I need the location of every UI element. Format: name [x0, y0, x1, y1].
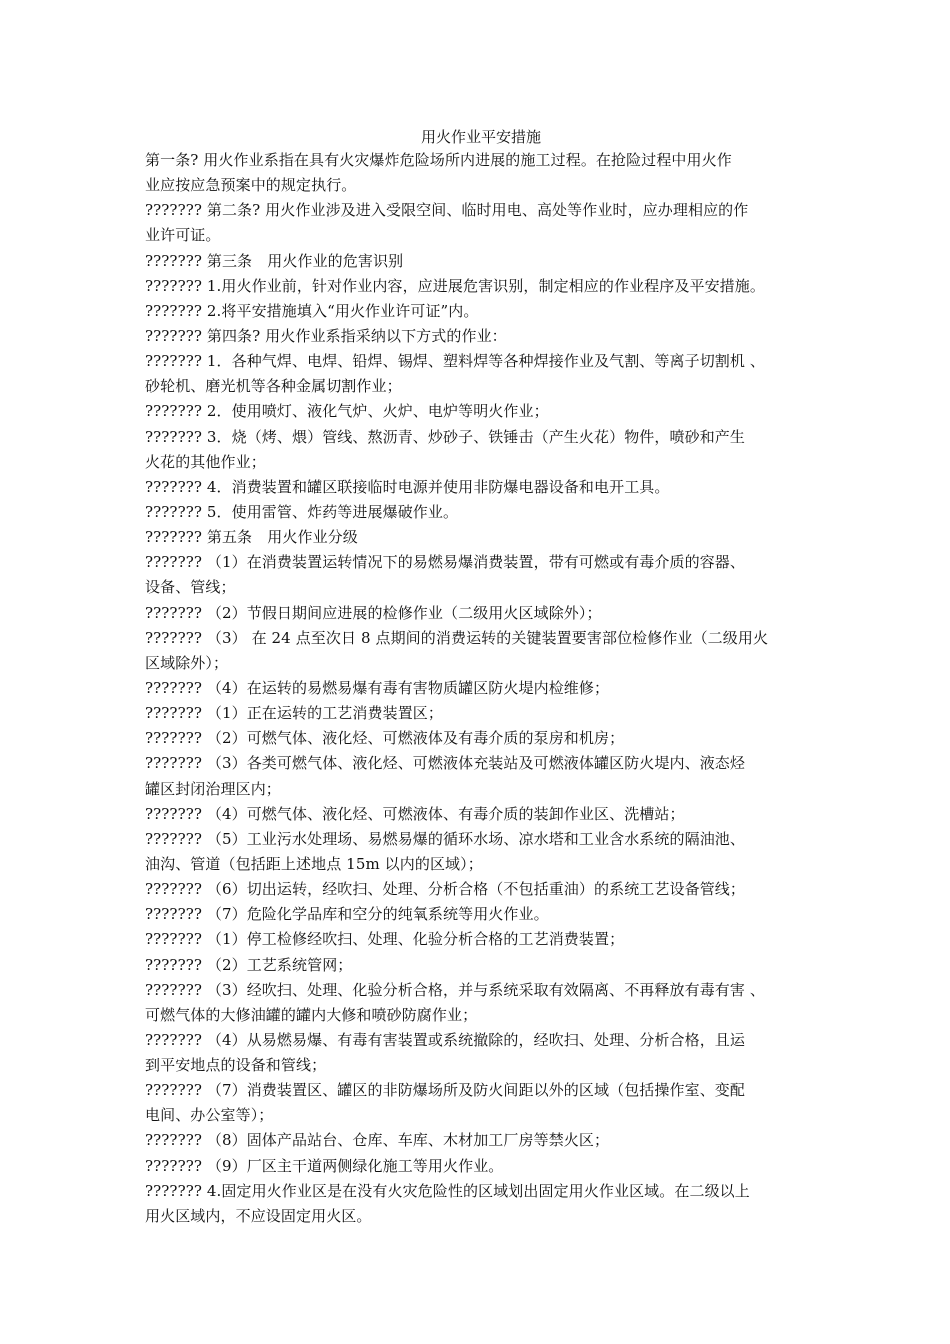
paragraph-line: ??????? （7）消费装置区、罐区的非防爆场所及防火间距以外的区域（包括操作室、变配 [145, 1081, 746, 1100]
paragraph-line: 业许可证。 [145, 226, 221, 245]
paragraph [145, 701, 817, 726]
paragraph-line: 砂轮机、磨光机等各种金属切割作业； [145, 377, 402, 396]
paragraph [145, 877, 817, 902]
paragraph [145, 274, 817, 299]
paragraph [145, 1028, 817, 1078]
paragraph [145, 425, 817, 475]
paragraph-line: 业应按应急预案中的规定执行。 [145, 176, 357, 195]
paragraph-line: ??????? 5．使用雷管、炸药等进展爆破作业。 [145, 502, 459, 521]
paragraph-line: ??????? （2）可燃气体、液化烃、可燃液体及有毒介质的泵房和机房； [145, 729, 625, 748]
paragraph [145, 1128, 817, 1153]
paragraph [145, 827, 817, 877]
paragraph [145, 726, 817, 751]
paragraph [145, 198, 817, 248]
paragraph [145, 953, 817, 978]
paragraph-line: ??????? 第二条? 用火作业涉及进入受限空间、临时用电、高处等作业时，应办理相应的作 [145, 201, 749, 220]
paragraph-line: ??????? （4）在运转的易燃易爆有毒有害物质罐区防火堤内检维修； [145, 678, 610, 697]
document-body [145, 127, 817, 1229]
paragraph-line: ??????? 1．各种气焊、电焊、铅焊、锡焊、塑料焊等各种焊接作业及气割、等离子切割机 、 [145, 352, 765, 371]
paragraph [145, 324, 817, 349]
paragraph [145, 1154, 817, 1179]
paragraph [145, 751, 817, 801]
paragraph-line: ??????? （9）厂区主干道两侧绿化施工等用火作业。 [145, 1156, 504, 1175]
paragraph-line: ??????? 4．消费装置和罐区联接临时电源并使用非防爆电器设备和电开工具。 [145, 477, 670, 496]
paragraph-list [145, 148, 817, 1229]
paragraph-line: ??????? 第三条 用火作业的危害识别 [145, 251, 404, 270]
paragraph-line: ??????? （3）经吹扫、处理、化验分析合格，并与系统采取有效隔离、不再释放有毒有害 、 [145, 980, 765, 999]
paragraph [145, 626, 817, 676]
paragraph [145, 299, 817, 324]
paragraph-line: ??????? （8）固体产品站台、仓库、车库、木材加工厂房等禁火区； [145, 1131, 610, 1150]
paragraph [145, 676, 817, 701]
paragraph [145, 1078, 817, 1128]
paragraph-line: ??????? 2．使用喷灯、液化气炉、火炉、电炉等明火作业； [145, 402, 549, 421]
paragraph-line: 第一条? 用火作业系指在具有火灾爆炸危险场所内进展的施工过程。在抢险过程中用火作 [145, 151, 732, 169]
paragraph-line: ??????? 第四条? 用火作业系指采纳以下方式的作业： [145, 326, 507, 345]
paragraph-line: 可燃气体的大修油罐的罐内大修和喷砂防腐作业； [145, 1005, 478, 1024]
paragraph-line: ??????? （7）危险化学品库和空分的纯氧系统等用火作业。 [145, 905, 549, 924]
paragraph-line: ??????? （3）各类可燃气体、液化烃、可燃液体充装站及可燃液体罐区防火堤内、液态烃 [145, 754, 746, 773]
paragraph-line: ??????? （2）工艺系统管网； [145, 955, 353, 974]
paragraph-line: ??????? 1.用火作业前，针对作业内容，应进展危害识别，制定相应的作业程序及平安措施。 [145, 276, 765, 295]
paragraph [145, 349, 817, 399]
paragraph-line: ??????? （3） 在 24 点至次日 8 点期间的消费运转的关键装置要害部位检修作业（二级用火 [145, 628, 769, 647]
paragraph [145, 1179, 817, 1229]
paragraph-line: ??????? （1）停工检修经吹扫、处理、化验分析合格的工艺消费装置； [145, 930, 625, 949]
paragraph-line: 到平安地点的设备和管线； [145, 1056, 327, 1075]
paragraph-line: ??????? 2.将平安措施填入“用火作业许可证”内。 [145, 301, 479, 320]
paragraph [145, 249, 817, 274]
paragraph-line: ??????? （1）在消费装置运转情况下的易燃易爆消费装置，带有可燃或有毒介质的容器、 [145, 553, 746, 572]
paragraph-line: ??????? （5）工业污水处理场、易燃易爆的循环水场、凉水塔和工业含水系统的隔油池、 [145, 829, 746, 848]
paragraph [145, 475, 817, 500]
paragraph-line: 设备、管线； [145, 578, 236, 597]
paragraph-line: 罐区封闭治理区内； [145, 779, 281, 798]
paragraph [145, 902, 817, 927]
paragraph-line: ??????? 第五条 用火作业分级 [145, 528, 358, 547]
paragraph [145, 399, 817, 424]
paragraph [145, 927, 817, 952]
paragraph [145, 802, 817, 827]
paragraph [145, 148, 817, 198]
paragraph-line: 火花的其他作业； [145, 452, 266, 471]
paragraph [145, 525, 817, 550]
paragraph-line: ??????? （4）从易燃易爆、有毒有害装置或系统撤除的，经吹扫、处理、分析合格，且运 [145, 1030, 746, 1049]
paragraph-line: 区域除外）； [145, 653, 229, 672]
document-title: 用火作业平安措施 [420, 128, 541, 146]
paragraph-line: 电间、办公室等）； [145, 1106, 274, 1125]
paragraph-line: ??????? 3．烧（烤、煨）管线、熬沥青、炒砂子、铁锤击（产生火花）物件，喷砂和产生 [145, 427, 746, 446]
paragraph [145, 601, 817, 626]
paragraph-line: 油沟、管道（包括距上述地点 15m 以内的区域）； [145, 854, 483, 873]
paragraph [145, 500, 817, 525]
paragraph-line: 用火区域内，不应设固定用火区。 [145, 1206, 372, 1225]
paragraph-line: ??????? （1）正在运转的工艺消费装置区； [145, 704, 444, 723]
paragraph-line: ??????? （6）切出运转，经吹扫、处理、分析合格（不包括重油）的系统工艺设备管线； [145, 880, 746, 899]
paragraph [145, 550, 817, 600]
paragraph-line: ??????? （4）可燃气体、液化烃、可燃液体、有毒介质的装卸作业区、洗槽站； [145, 804, 685, 823]
paragraph [145, 978, 817, 1028]
paragraph-line: ??????? （2）节假日期间应进展的检修作业（二级用火区域除外）； [145, 603, 602, 622]
paragraph-line: ??????? 4.固定用火作业区是在没有火灾危险性的区域划出固定用火作业区域。在二级以上 [145, 1181, 750, 1200]
